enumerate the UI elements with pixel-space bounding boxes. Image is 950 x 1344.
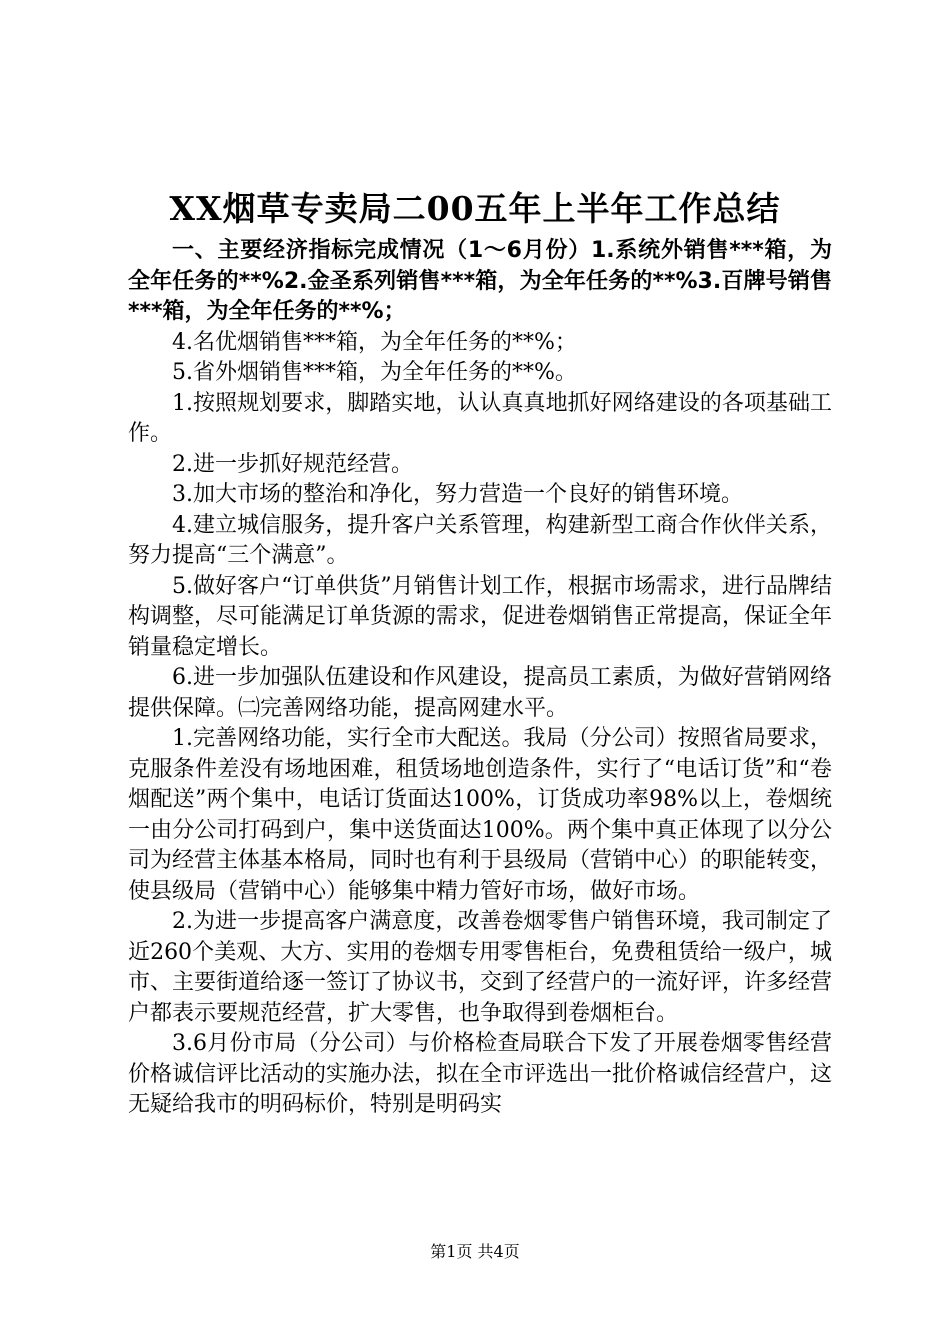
paragraph-9: 6.进一步加强队伍建设和作风建设，提高员工素质，为做好营销网络提供保障。㈡完善网络功能，提高网建水平。 bbox=[128, 665, 832, 721]
paragraph-1: 一、主要经济指标完成情况（1～6月份）1.系统外销售***箱，为全年任务的**%2.金圣系列销售***箱，为全年任务的**%3.百牌号销售***箱，为全年任务的**%； bbox=[128, 238, 832, 324]
document-body bbox=[128, 236, 832, 1121]
paragraph-4: 1.按照规划要求，脚踏实地，认认真真地抓好网络建设的各项基础工作。 bbox=[128, 390, 832, 446]
paragraph-6: 3.加大市场的整治和净化，努力营造一个良好的销售环境。 bbox=[172, 482, 743, 507]
paragraph-2: 4.名优烟销售***箱，为全年任务的**%； bbox=[172, 329, 577, 355]
paragraph-5: 2.进一步抓好规范经营。 bbox=[172, 451, 413, 477]
paragraph-10: 1.完善网络功能，实行全市大配送。我局（分公司）按照省局要求，克服条件差没有场地困难，租赁场地创造条件，实行了“电话订货”和“卷烟配送”两个集中，电话订货面达100%，订货成功率98%以上，卷烟统一由分公司打码到户，集中送货面达100%。两个集中真正体现了以分公司为经营主体基本格局，同时也有利于县级局（营销中心）的职能转变，使县级局（营销中心）能够集中精力管好市场，做好市场。 bbox=[128, 726, 833, 904]
page-footer: 第1页 共4页 bbox=[430, 1242, 520, 1261]
paragraph-7: 4.建立城信服务，提升客户关系管理，构建新型工商合作伙伴关系，努力提高“三个满意”。 bbox=[128, 512, 832, 568]
document-title: XX烟草专卖局二00五年上半年工作总结 bbox=[169, 189, 781, 228]
paragraph-8: 5.做好客户“订单供货”月销售计划工作，根据市场需求，进行品牌结构调整，尽可能满足订单货源的需求，促进卷烟销售正常提高，保证全年销量稳定增长。 bbox=[128, 573, 833, 660]
paragraph-12: 3.6月份市局（分公司）与价格检查局联合下发了开展卷烟零售经营价格诚信评比活动的实施办法，拟在全市评选出一批价格诚信经营户，这无疑给我市的明码标价，特别是明码实 bbox=[128, 1031, 833, 1117]
paragraph-11: 2.为进一步提高客户满意度，改善卷烟零售户销售环境，我司制定了近260个美观、大方、实用的卷烟专用零售柜台，免费租赁给一级户，城市、主要街道给逐一签订了协议书，交到了经营户的一流好评，许多经营户都表示要规范经营，扩大零售，也争取得到卷烟柜台。 bbox=[128, 909, 833, 1026]
paragraph-3: 5.省外烟销售***箱，为全年任务的**%。 bbox=[172, 360, 577, 385]
